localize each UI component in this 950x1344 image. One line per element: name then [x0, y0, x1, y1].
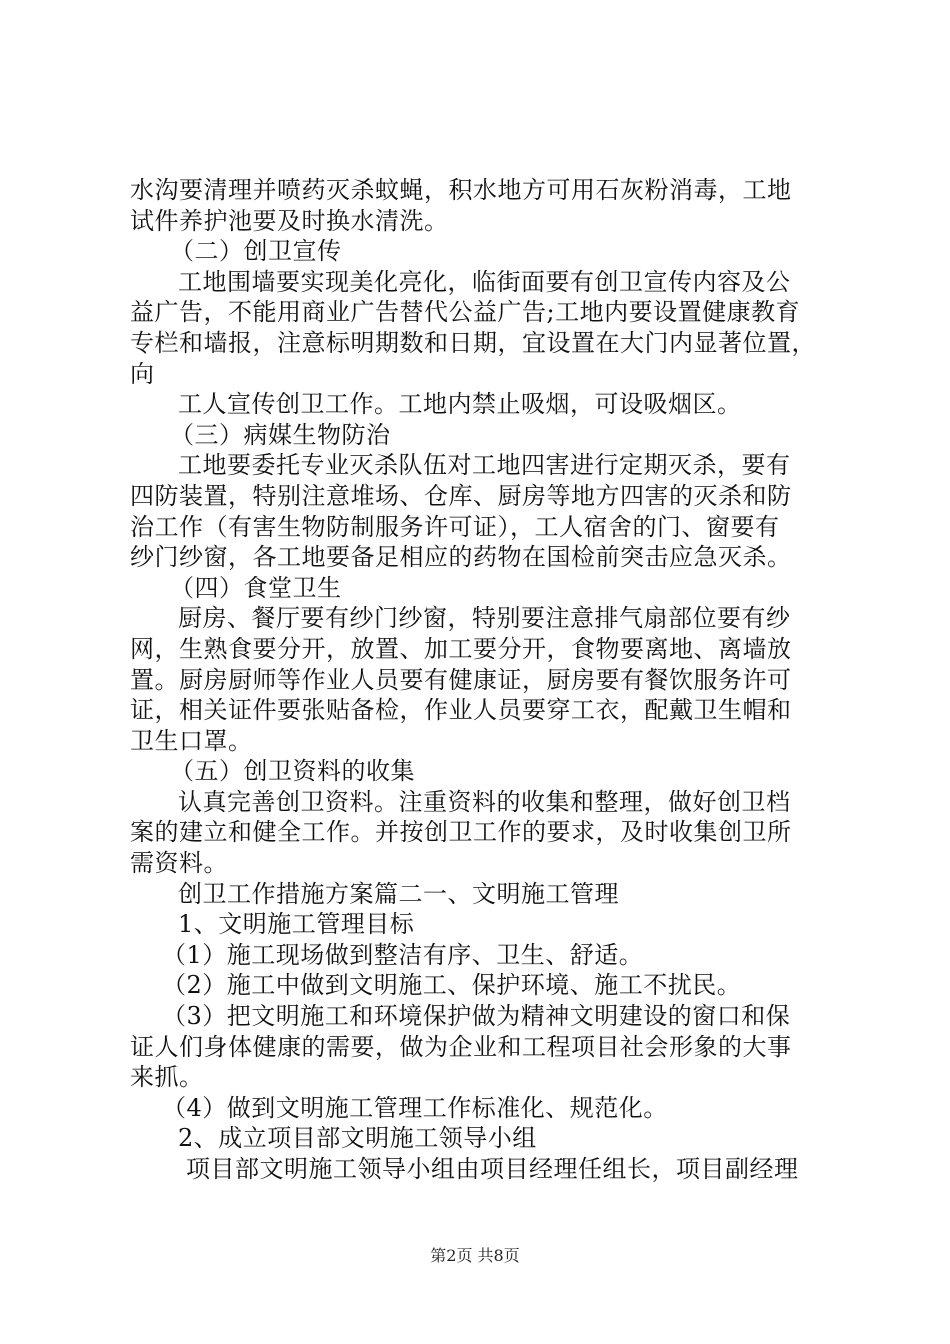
text-line: 四防装置，特别注意堆场、仓库、厨房等地方四害的灭杀和防 [130, 481, 792, 510]
list-item: （3）把文明施工和环境保护做为精神文明建设的窗口和保 [162, 1002, 791, 1031]
section-heading: （五）创卫资料的收集 [170, 757, 415, 786]
text-line: 来抓。 [130, 1063, 204, 1092]
text-line: 需资料。 [130, 849, 228, 878]
page-footer: 第2页 共8页 [430, 1246, 520, 1265]
list-item: （2）施工中做到文明施工、保护环境、施工不扰民。 [162, 971, 742, 1000]
text-line: 治工作（有害生物防制服务许可证），工人宿舍的门、窗要有 [130, 512, 780, 541]
text-line: 卫生口罩。 [130, 726, 253, 755]
text-line: 向 [130, 359, 155, 388]
text-line: 证，相关证件要张贴备检，作业人员要穿工衣，配戴卫生帽和 [130, 696, 792, 725]
text-line: 纱门纱窗，各工地要备足相应的药物在国检前突击应急灭杀。 [130, 543, 792, 572]
section-heading: （三）病媒生物防治 [170, 420, 391, 449]
text-line: 网，生熟食要分开，放置、加工要分开，食物要离地、离墙放 [130, 634, 792, 663]
text-line: 案的建立和健全工作。并按创卫工作的要求，及时收集创卫所 [130, 818, 792, 847]
section-heading: （二）创卫宣传 [170, 237, 342, 266]
section-heading: 2、成立项目部文明施工领导小组 [178, 1124, 537, 1153]
document-body [130, 175, 835, 1185]
text-line: 项目部文明施工领导小组由项目经理任组长，项目副经理 [186, 1155, 799, 1183]
list-item: （1）施工现场做到整洁有序、卫生、舒适。 [162, 940, 644, 969]
text-line: 工地要委托专业灭杀队伍对工地四害进行定期灭杀，要有 [178, 451, 791, 480]
text-line: 工人宣传创卫工作。工地内禁止吸烟，可设吸烟区。 [178, 390, 742, 419]
section-heading: （四）食堂卫生 [170, 573, 342, 602]
list-item: （4）做到文明施工管理工作标准化、规范化。 [162, 1093, 668, 1122]
text-line: 置。厨房厨师等作业人员要有健康证，厨房要有餐饮服务许可 [130, 665, 792, 694]
text-line: 试件养护池要及时换水清洗。 [130, 206, 449, 235]
section-heading: 1、文明施工管理目标 [178, 910, 415, 939]
text-line: 工地围墙要实现美化亮化，临街面要有创卫宣传内容及公 [178, 267, 791, 296]
text-line: 厨房、餐厅要有纱门纱窗，特别要注意排气扇部位要有纱 [178, 604, 791, 633]
text-line: 认真完善创卫资料。注重资料的收集和整理，做好创卫档 [178, 787, 791, 816]
section-heading: 创卫工作措施方案篇二一、文明施工管理 [178, 879, 619, 908]
text-line: 益广告，不能用商业广告替代公益广告;工地内要设置健康教育 [130, 298, 801, 327]
text-line: 专栏和墙报，注意标明期数和日期，宜设置在大门内显著位置， [130, 328, 816, 357]
text-line: 水沟要清理并喷药灭杀蚊蝇，积水地方可用石灰粉消毒，工地 [130, 176, 792, 204]
text-line: 证人们身体健康的需要，做为企业和工程项目社会形象的大事 [130, 1032, 792, 1061]
